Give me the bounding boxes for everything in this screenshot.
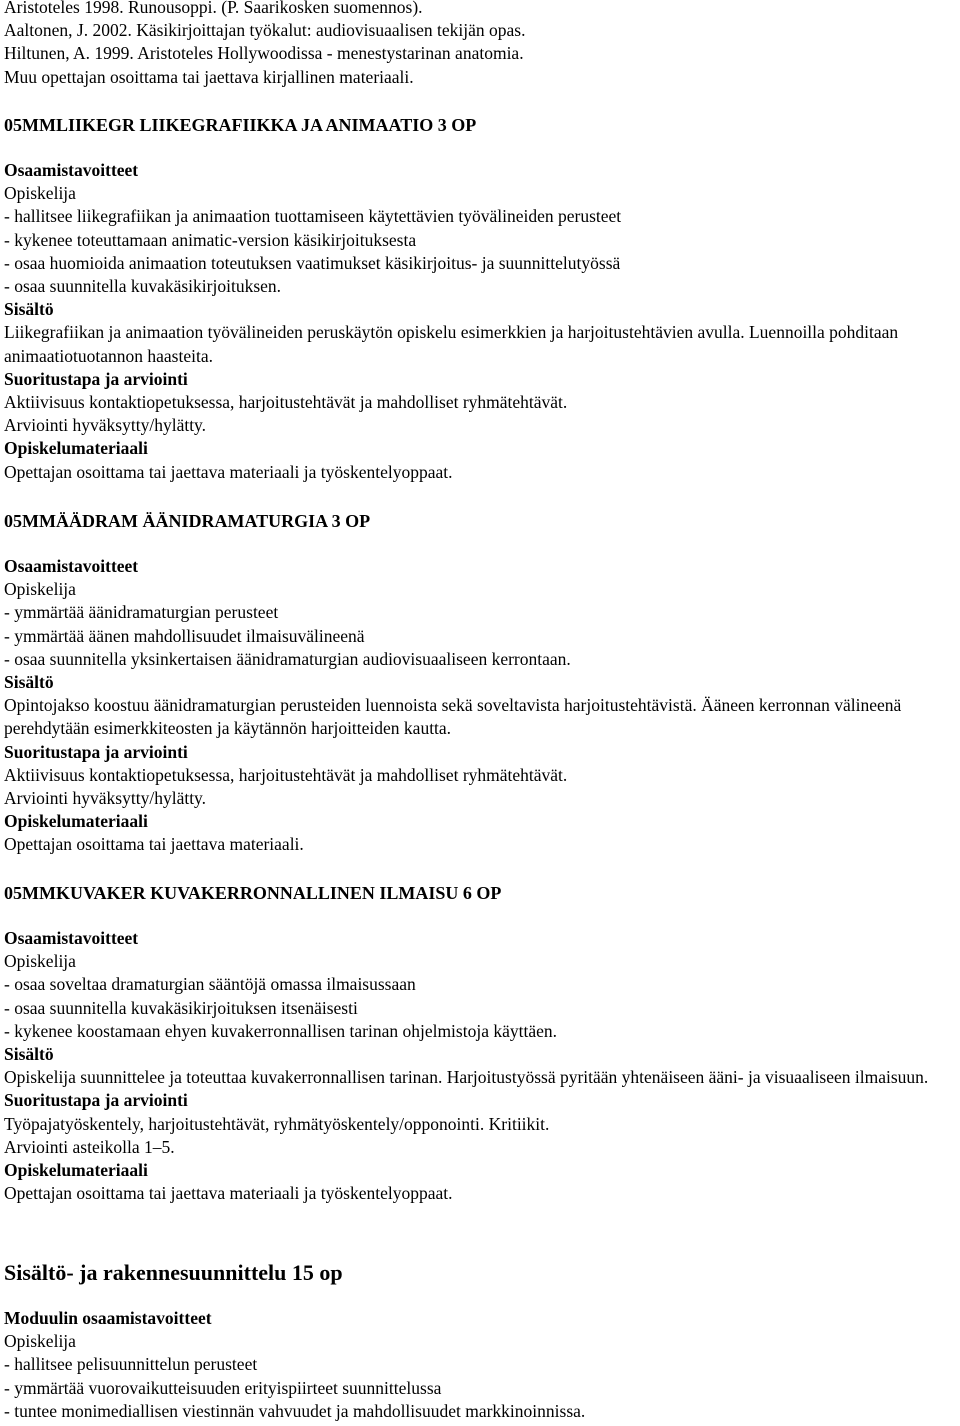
assessment-item: Työpajatyöskentely, harjoitustehtävät, ryhmätyöskentely/opponointi. Kritiikit. [4,1113,550,1134]
course-title: 05MMKUVAKER KUVAKERRONNALLINEN ILMAISU 6 OP [4,883,502,903]
assessment-item: Arviointi hyväksytty/hylätty. [4,415,207,436]
course-title: 05MMÄÄDRAM ÄÄNIDRAMATURGIA 3 OP [4,511,371,531]
module-outcomes-heading: Moduulin osaamistavoitteet [4,1308,212,1328]
content-heading: Sisältö [4,672,54,693]
assessment-item: Aktiivisuus kontaktiopetuksessa, harjoitustehtävät ja mahdolliset ryhmätehtävät. [4,392,568,413]
materials-text: Opettajan osoittama tai jaettava materiaali ja työskentelyoppaat. [4,1183,453,1204]
materials-heading: Opiskelumateriaali [4,811,148,832]
outcomes-heading: Osaamistavoitteet [4,160,139,180]
content-heading: Sisältö [4,1044,54,1065]
course-title: 05MMLIIKEGR LIIKEGRAFIIKKA JA ANIMAATIO 3 OP [4,115,477,135]
reference-item: Aaltonen, J. 2002. Käsikirjoittajan työkalut: audiovisuaalisen tekijän opas. [4,20,526,41]
student-label: Opiskelija [4,1331,76,1352]
student-label: Opiskelija [4,951,76,972]
outcome-item: - ymmärtää äänen mahdollisuudet ilmaisuvälineenä [4,625,365,646]
assessment-item: Aktiivisuus kontaktiopetuksessa, harjoitustehtävät ja mahdolliset ryhmätehtävät. [4,764,568,785]
content-heading: Sisältö [4,299,54,320]
outcomes-heading: Osaamistavoitteet [4,928,139,948]
outcomes-heading: Osaamistavoitteet [4,556,139,576]
content-text: Liikegrafiikan ja animaation työvälineiden peruskäytön opiskelu esimerkkien ja harjoitustehtävien avulla. Luennoilla pohditaan animaatiotuotannon haasteita. [4,322,899,366]
outcome-item: - osaa suunnitella kuvakäsikirjoituksen. [4,276,282,297]
student-label: Opiskelija [4,183,76,204]
outcome-item: - hallitsee pelisuunnittelun perusteet [4,1354,258,1375]
course-section [4,509,960,857]
outcome-item: - osaa soveltaa dramaturgian sääntöjä omassa ilmaisussaan [4,974,416,995]
outcome-item: - ymmärtää äänidramaturgian perusteet [4,602,279,623]
assessment-item: Arviointi asteikolla 1–5. [4,1136,175,1157]
outcome-item: - osaa suunnitella kuvakäsikirjoituksen itsenäisesti [4,997,358,1018]
outcome-item: - osaa suunnitella yksinkertaisen äänidramaturgian audiovisuaaliseen kerrontaan. [4,648,571,669]
reference-item: Muu opettajan osoittama tai jaettava kirjallinen materiaali. [4,66,414,87]
content-text: Opintojakso koostuu äänidramaturgian perusteiden luennoista sekä soveltavista harjoitustehtävistä. Ääneen kerronnan välineenä perehdytään esimerkkiteosten ja käytännön harjoitteiden kautta. [4,695,902,739]
course-section [4,113,960,484]
outcome-item: - tuntee monimediallisen viestinnän vahvuudet ja mahdollisuudet markkinoinnissa. [4,1400,586,1421]
content-text: Opiskelija suunnittelee ja toteuttaa kuvakerronnallisen tarinan. Harjoitustyössä pyritään yhtenäiseen ääni- ja visuaaliseen ilmaisuun. [4,1067,929,1088]
assessment-item: Arviointi hyväksytty/hylätty. [4,788,207,809]
assessment-heading: Suoritustapa ja arviointi [4,1090,188,1111]
reference-item: Hiltunen, A. 1999. Aristoteles Hollywoodissa - menestystarinan anatomia. [4,43,524,64]
module-section [4,1259,960,1423]
materials-heading: Opiskelumateriaali [4,438,148,459]
reference-item: Aristoteles 1998. Runousoppi. (P. Saarikosken suomennos). [4,0,423,17]
outcome-item: - hallitsee liikegrafiikan ja animaation tuottamiseen käytettävien työvälineiden perusteet [4,206,622,227]
materials-text: Opettajan osoittama tai jaettava materiaali ja työskentelyoppaat. [4,461,453,482]
outcome-item: - ymmärtää vuorovaikutteisuuden erityispiirteet suunnittelussa [4,1377,442,1398]
outcome-item: - kykenee toteuttamaan animatic-version käsikirjoituksesta [4,229,417,250]
materials-heading: Opiskelumateriaali [4,1160,148,1181]
outcome-item: - kykenee koostamaan ehyen kuvakerronnallisen tarinan ohjelmistoja käyttäen. [4,1020,558,1041]
assessment-heading: Suoritustapa ja arviointi [4,741,188,762]
materials-text: Opettajan osoittama tai jaettava materiaali. [4,834,304,855]
assessment-heading: Suoritustapa ja arviointi [4,368,188,389]
module-title: Sisältö- ja rakennesuunnittelu 15 op [4,1260,343,1285]
course-section [4,881,960,1205]
student-label: Opiskelija [4,579,76,600]
outcome-item: - osaa huomioida animaation toteutuksen vaatimukset käsikirjoitus- ja suunnittelutyössä [4,252,621,273]
reference-list [4,0,526,89]
